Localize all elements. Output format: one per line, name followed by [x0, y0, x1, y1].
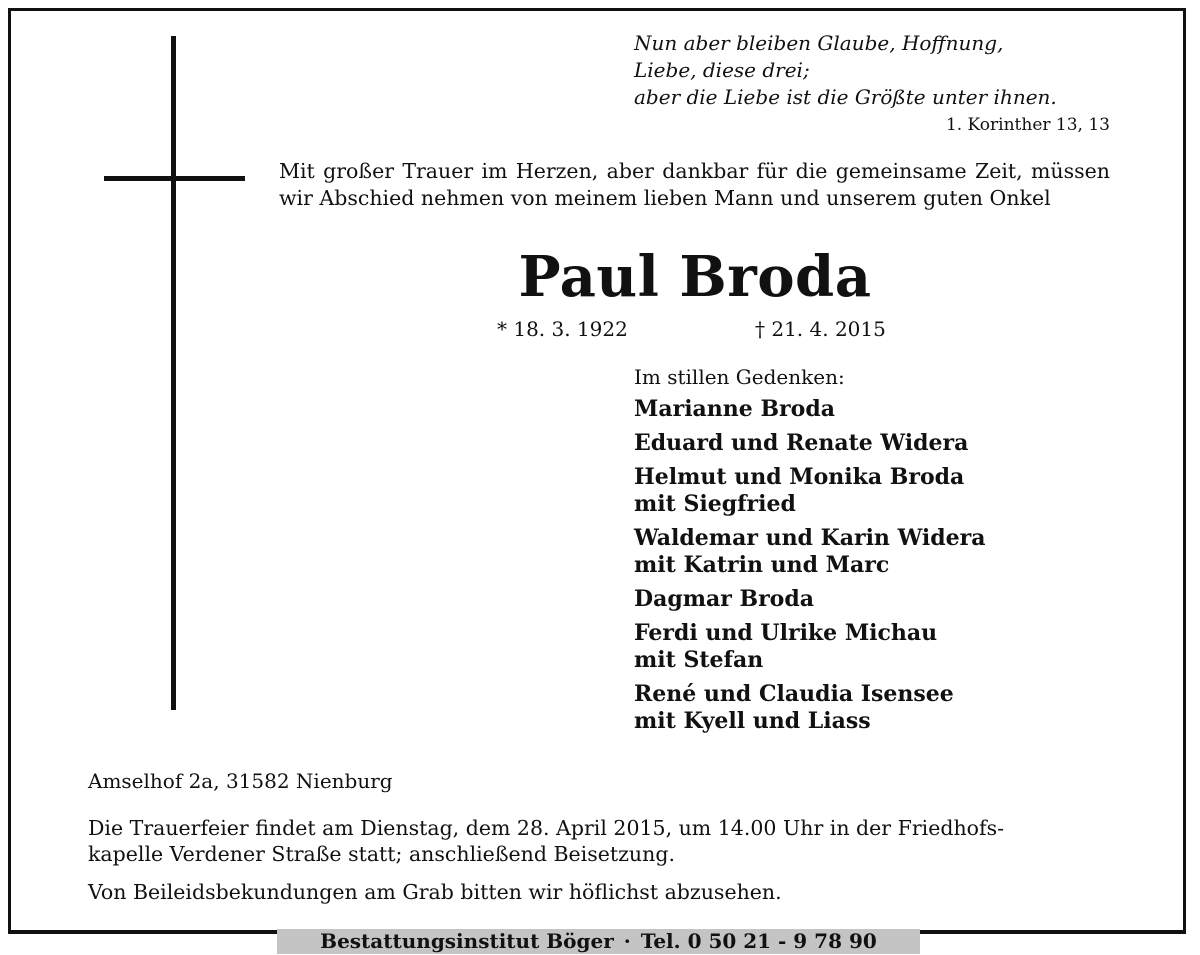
mourner-name: Ferdi und Ulrike Michau [634, 620, 938, 646]
mourner-entry [634, 396, 1104, 423]
verse-line: Liebe, diese drei; [634, 58, 810, 82]
mourner-companion: mit Katrin und Marc [634, 552, 890, 578]
bible-verse [634, 30, 1114, 111]
mourner-entry [634, 586, 1104, 613]
mourner-entry [634, 430, 1104, 457]
ceremony-notice [88, 815, 1110, 867]
footer-separator: · [623, 929, 631, 953]
verse-line: Nun aber bleiben Glaube, Hoffnung, [634, 31, 1004, 55]
mourner-companion: mit Siegfried [634, 491, 796, 517]
death-date: † 21. 4. 2015 [755, 317, 886, 341]
mourner-entry [634, 464, 1104, 518]
verse-line: aber die Liebe ist die Größte unter ihnen. [634, 85, 1057, 109]
mourner-entry [634, 681, 1104, 735]
mourner-name: Dagmar Broda [634, 586, 814, 612]
intro-text: Mit großer Trauer im Herzen, aber dankbar für die gemeinsame Zeit, müssen wir Abschied nehmen von meinem lieben Mann und unserem guten Onkel [279, 159, 1110, 210]
deceased-name: Paul Broda [518, 244, 872, 310]
cross-icon-horizontal [104, 176, 245, 181]
funeral-home-phone: Tel. 0 50 21 - 9 78 90 [640, 929, 877, 953]
cross-icon-vertical [171, 36, 176, 710]
mourner-name: Eduard und Renate Widera [634, 430, 969, 456]
mourner-name: Waldemar und Karin Widera [634, 525, 986, 551]
funeral-home-name: Bestattungsinstitut Böger [320, 929, 614, 953]
verse-reference: 1. Korinther 13, 13 [945, 115, 1110, 135]
funeral-home-banner [277, 929, 920, 954]
mourner-name: Marianne Broda [634, 396, 835, 422]
mourner-companion: mit Stefan [634, 647, 764, 673]
ceremony-line: kapelle Verdener Straße statt; anschließend Beisetzung. [88, 842, 675, 866]
birth-date: * 18. 3. 1922 [497, 317, 628, 341]
address: Amselhof 2a, 31582 Nienburg [88, 769, 393, 793]
mourner-name: René und Claudia Isensee [634, 681, 954, 707]
mourner-companion: mit Kyell und Liass [634, 708, 871, 734]
memory-heading: Im stillen Gedenken: [634, 365, 845, 389]
mourners-list [634, 396, 1104, 742]
condolence-notice: Von Beileidsbekundungen am Grab bitten wir höflichst abzusehen. [88, 880, 782, 904]
mourner-entry [634, 620, 1104, 674]
ceremony-line: Die Trauerfeier findet am Dienstag, dem 28. April 2015, um 14.00 Uhr in der Friedhofs- [88, 816, 1005, 840]
mourner-name: Helmut und Monika Broda [634, 464, 965, 490]
mourner-entry [634, 525, 1104, 579]
